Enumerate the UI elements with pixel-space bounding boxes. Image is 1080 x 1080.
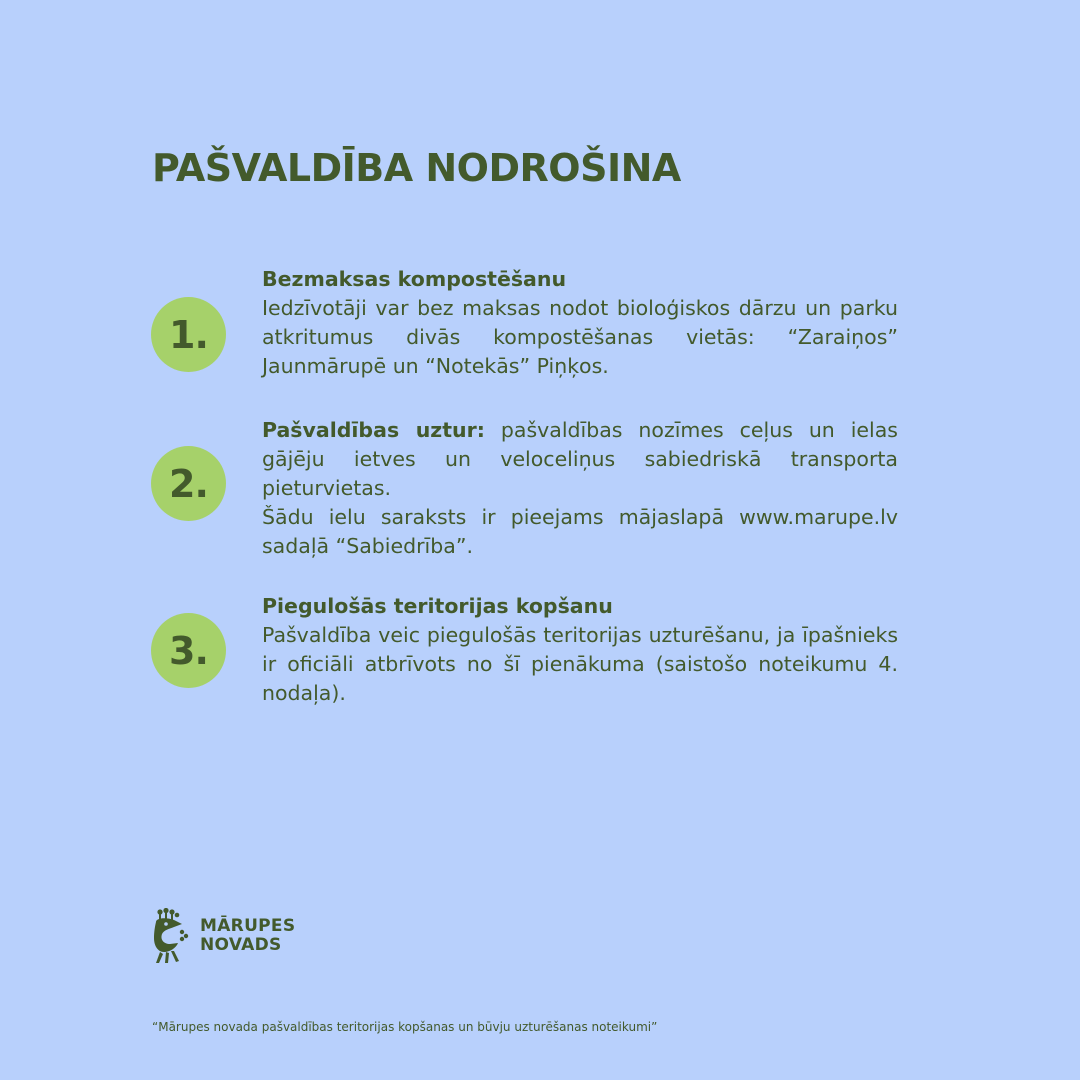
page-title: PAŠVALDĪBA NODROŠINA	[152, 146, 681, 190]
logo-line-2: NOVADS	[200, 935, 282, 955]
item-heading: Bezmaksas kompostēšanu	[262, 267, 567, 291]
item-body-text: pašvaldības nozīmes ceļus un ielas gājēju ietves un veloceliņus sabiedriskā transporta pieturvietas.	[262, 418, 898, 500]
item-body	[262, 416, 898, 503]
logo	[152, 908, 295, 964]
item-body-secondary: Šādu ielu saraksts ir pieejams mājaslapā www.marupe.lv sadaļā “Sabiedrība”.	[262, 505, 898, 558]
logo-wordmark	[200, 917, 295, 955]
item-body: Pašvaldība veic piegulošās teritorijas uzturēšanu, ja īpašnieks ir oficiāli atbrīvots no šī pienākuma (saistošo noteikumu 4. nodaļa).	[262, 623, 898, 705]
number-badge: 1.	[151, 297, 226, 372]
number-badge: 3.	[151, 613, 226, 688]
number-badge: 2.	[151, 446, 226, 521]
item-heading: Piegulošās teritorijas kopšanu	[262, 594, 613, 618]
marupe-bird-logo-icon	[152, 908, 196, 964]
logo-line-1: MĀRUPES	[200, 916, 296, 936]
item-inline-heading: Pašvaldības uztur:	[262, 418, 485, 442]
item-text	[262, 265, 898, 381]
item-body: Iedzīvotāji var bez maksas nodot bioloģiskos dārzu un parku atkritumus divās kompostēšanas vietās: “Zaraiņos” Jaunmārupē un “Notekās” Piņķos.	[262, 296, 898, 378]
item-text	[262, 592, 898, 708]
footnote: “Mārupes novada pašvaldības teritorijas kopšanas un būvju uzturēšanas noteikumi”	[152, 1020, 658, 1034]
item-text	[262, 416, 898, 561]
